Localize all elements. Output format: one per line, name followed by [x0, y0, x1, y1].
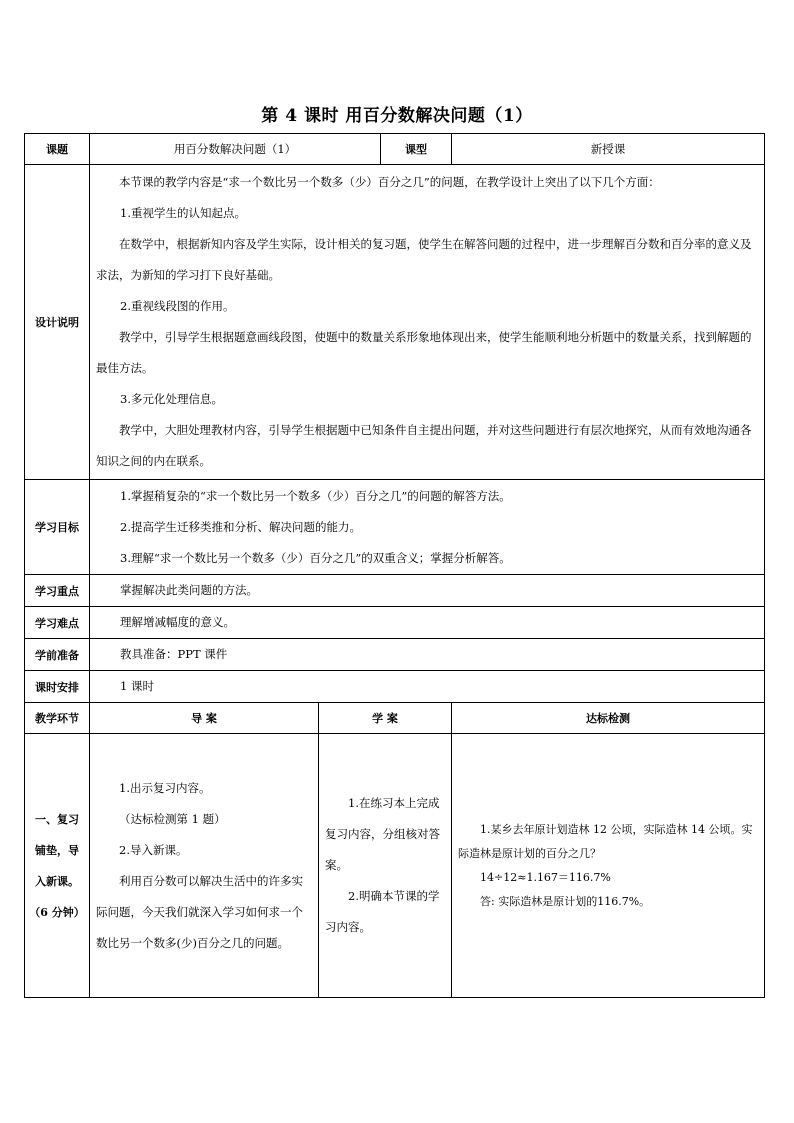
design-content	[90, 165, 765, 480]
goal-item: 1.掌握稍复杂的“求一个数比另一个数多（少）百分之几”的问题的解答方法。	[120, 488, 511, 503]
type-value: 新授课	[452, 134, 765, 165]
goals-label: 学习目标	[25, 480, 90, 575]
stage-row	[25, 734, 765, 998]
goal-item: 3.理解“求一个数比另一个数多（少）百分之几”的双重含义；掌握分析解答。	[120, 550, 511, 565]
design-paragraph: 1.重视学生的认知起点。	[120, 206, 246, 220]
check-line: 14÷12≈1.167＝116.7%	[480, 870, 611, 884]
design-paragraph: 在数学中，根据新知内容及学生实际，设计相关的复习题，使学生在解答问题的过程中，进一步理解百分数和百分率的意义及求法，为新知的学习打下良好基础。	[96, 237, 752, 282]
column-header-stage: 教学环节	[25, 703, 90, 734]
column-header-guide: 导 案	[90, 703, 319, 734]
check-content	[452, 734, 765, 998]
key-points-label: 学习重点	[25, 575, 90, 607]
design-paragraph: 教学中，大胆处理教材内容，引导学生根据题中已知条件自主提出问题，并对这些问题进行有层次地探究，从而有效地沟通各知识之间的内在联系。	[96, 423, 752, 468]
check-line: 答: 实际造林是原计划的116.7%。	[480, 894, 651, 908]
design-row	[25, 165, 765, 480]
guide-line: 2.导入新课。	[119, 842, 188, 857]
study-line: 2.明确本节课的学习内容。	[325, 889, 440, 934]
preparation-value: 教具准备：PPT 课件	[120, 647, 228, 661]
preparation-label: 学前准备	[25, 639, 90, 671]
schedule-row	[25, 671, 765, 703]
guide-line: 1.出示复习内容。	[119, 780, 211, 795]
design-paragraph: 教学中，引导学生根据题意画线段图，使题中的数量关系形象地体现出来，使学生能顺利地分析题中的数量关系，找到解题的最佳方法。	[96, 330, 752, 375]
design-label: 设计说明	[25, 165, 90, 480]
guide-line: （达标检测第 1 题）	[119, 811, 226, 826]
design-paragraph: 本节课的教学内容是“求一个数比另一个数多（少）百分之几”的问题，在教学设计上突出了以下几个方面：	[119, 175, 660, 189]
study-line: 1.在练习本上完成复习内容，分组核对答案。	[325, 796, 440, 872]
column-header-study: 学 案	[319, 703, 452, 734]
topic-value: 用百分数解决问题（1）	[90, 134, 381, 165]
column-header-row	[25, 703, 765, 734]
guide-line: 利用百分数可以解决生活中的许多实际问题，今天我们就深入学习如何求一个数比另一个数多(少)百分之几的问题。	[96, 873, 303, 950]
topic-row	[25, 134, 765, 165]
study-content	[319, 734, 452, 998]
key-points-value: 掌握解决此类问题的方法。	[120, 583, 258, 597]
guide-content	[90, 734, 319, 998]
topic-label: 课题	[25, 134, 90, 165]
page-title: 第 4 课时 用百分数解决问题（1）	[261, 106, 533, 126]
goal-item: 2.提高学生迁移类推和分析、解决问题的能力。	[120, 519, 361, 534]
difficulties-row	[25, 607, 765, 639]
lesson-plan-table	[24, 133, 765, 998]
goals-row	[25, 480, 765, 575]
difficulties-label: 学习难点	[25, 607, 90, 639]
schedule-label: 课时安排	[25, 671, 90, 703]
check-line: 1.某乡去年原计划造林 12 公顷，实际造林 14 公顷。实际造林是原计划的百分之几？	[458, 822, 753, 860]
preparation-row	[25, 639, 765, 671]
column-header-check: 达标检测	[452, 703, 765, 734]
schedule-value: 1 课时	[120, 679, 154, 693]
type-label: 课型	[381, 134, 452, 165]
goals-content	[90, 480, 765, 575]
design-paragraph: 2.重视线段图的作用。	[120, 299, 235, 313]
design-paragraph: 3.多元化处理信息。	[120, 392, 223, 406]
key-points-row	[25, 575, 765, 607]
stage-name: 一、复习 铺垫，导 入新课。 （6 分钟）	[25, 734, 90, 998]
difficulties-value: 理解增减幅度的意义。	[120, 615, 235, 629]
